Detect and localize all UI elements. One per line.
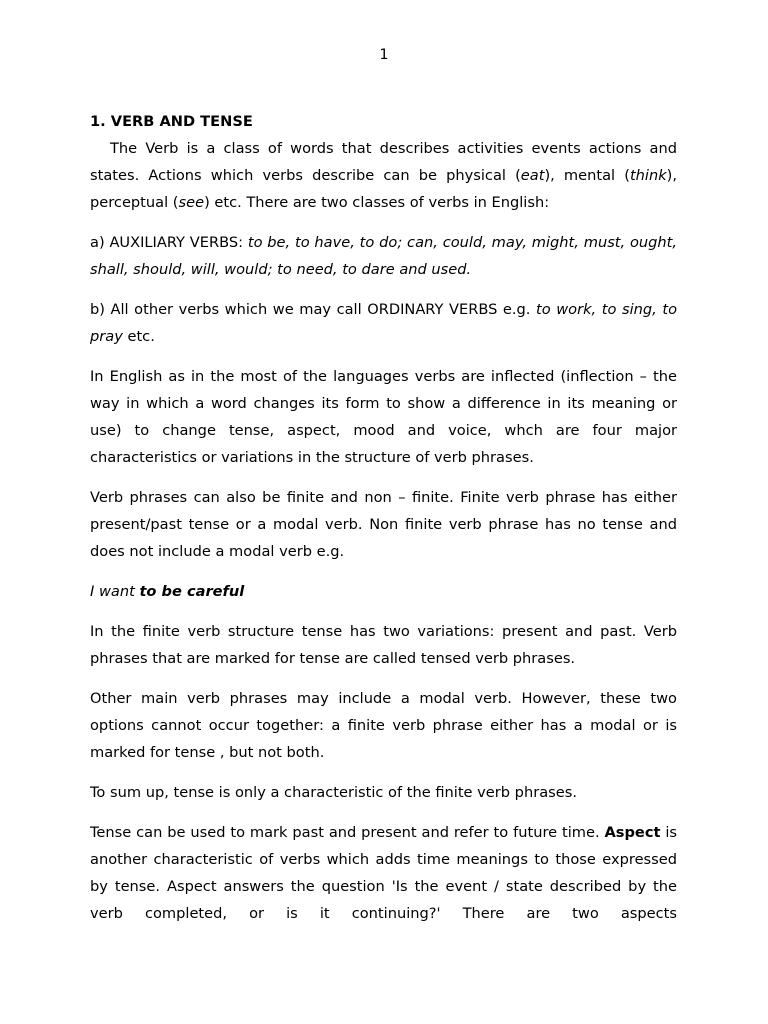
page-content [90, 112, 677, 927]
paragraph-inflection: In English as in the most of the languages verbs are inflected (inflection – the way in which a word changes its form to show a difference in its meaning or use) to change tense, aspect, mood and voice, whch are four major characteristics or variations in the structure of verb phrases. [90, 368, 677, 466]
paragraph-summary: To sum up, tense is only a characteristic of the finite verb phrases. [90, 784, 577, 801]
example-sentence: I want to be careful [90, 583, 245, 600]
page-number: 1 [379, 47, 389, 63]
paragraph-tense-variations: In the finite verb structure tense has two variations: present and past. Verb phrases that are marked for tense are called tensed verb phrases. [90, 623, 677, 667]
paragraph-modal-verbs: Other main verb phrases may include a modal verb. However, these two options cannot occur together: a finite verb phrase either has a modal or is marked for tense , but not both. [90, 690, 677, 761]
paragraph-auxiliary-verbs: a) AUXILIARY VERBS: to be, to have, to do; can, could, may, might, must, ought, shall, should, will, would; to need, to dare and used. [90, 234, 678, 278]
paragraph-finite-nonfinite: Verb phrases can also be finite and non – finite. Finite verb phrase has either present/past tense or a modal verb. Non finite verb phrase has no tense and does not include a modal verb e.g. [90, 489, 677, 560]
paragraph-verb-definition: The Verb is a class of words that describes activities events actions and states. Actions which verbs describe can be physical (eat), mental (think), perceptual (see) etc. There are two classes of verbs in English: [90, 140, 678, 211]
paragraph-aspect: Tense can be used to mark past and present and refer to future time. Aspect is another characteristic of verbs which adds time meanings to those expressed by tense. Aspect answers the question 'Is the event / state described by the verb completed, or is it continuing?' There are two aspects [90, 824, 678, 922]
section-heading: 1. VERB AND TENSE [90, 113, 253, 130]
paragraph-ordinary-verbs: b) All other verbs which we may call ORDINARY VERBS e.g. to work, to sing, to pray etc. [90, 301, 677, 345]
